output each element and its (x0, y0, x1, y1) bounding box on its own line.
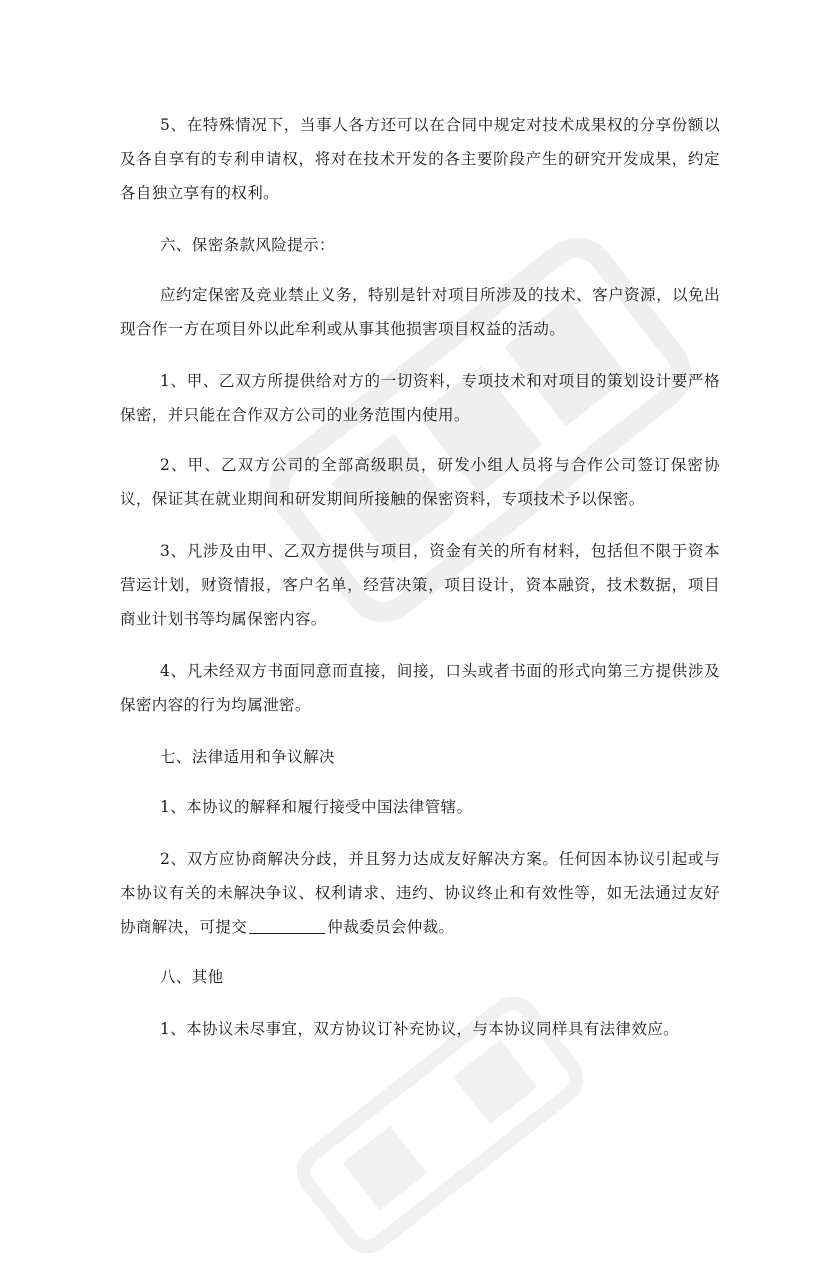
arbitration-blank-line (249, 917, 325, 934)
section-heading-confidentiality: 六、保密条款风险提示： (160, 236, 335, 254)
paragraph-confidentiality-2: 2、甲、乙双方公司的全部高级职员，研发小组人员将与合作公司签订保密协议，保证其在就业期间和研发期间所接触的保密资料，专项技术予以保密。 (120, 456, 720, 508)
paragraph-law-2-text: 2、双方应协商解决分歧，并且努力达成友好解决方案。任何因本协议引起或与本协议有关的未解决争议、权利请求、违约、协议终止和有效性等，如无法通过友好协商解决，可提交 (120, 850, 720, 936)
paragraph-law-1: 1、本协议的解释和履行接受中国法律管辖。 (160, 798, 473, 816)
paragraph-law-2-tail: 仲裁委员会仲裁。 (327, 918, 455, 936)
section-heading-other: 八、其他 (160, 968, 224, 986)
paragraph-law-2 (120, 842, 720, 944)
paragraph-confidentiality-intro: 应约定保密及竞业禁止义务，特别是针对项目所涉及的技术、客户资源，以免出现合作一方在项目外以此牟利或从事其他损害项目权益的活动。 (120, 286, 720, 338)
paragraph-confidentiality-3: 3、凡涉及由甲、乙双方提供与项目，资金有关的所有材料，包括但不限于资本营运计划，财资情报，客户名单，经营决策，项目设计，资本融资，技术数据，项目商业计划书等均属保密内容。 (120, 542, 720, 628)
paragraph-other-1: 1、本协议未尽事宜，双方协议订补充协议，与本协议同样具有法律效应。 (160, 1020, 680, 1038)
section-heading-law: 七、法律适用和争议解决 (160, 748, 335, 766)
paragraph-confidentiality-4: 4、凡未经双方书面同意而直接，间接，口头或者书面的形式向第三方提供涉及保密内容的行为均属泄密。 (120, 662, 720, 714)
paragraph-confidentiality-1: 1、甲、乙双方所提供给对方的一切资料，专项技术和对项目的策划设计要严格保密，并只能在合作双方公司的业务范围内使用。 (120, 372, 720, 424)
paragraph-article5: 5、在特殊情况下，当事人各方还可以在合同中规定对技术成果权的分享份额以及各自享有的专利申请权，将对在技术开发的各主要阶段产生的研究开发成果，约定各自独立享有的权利。 (120, 116, 720, 202)
